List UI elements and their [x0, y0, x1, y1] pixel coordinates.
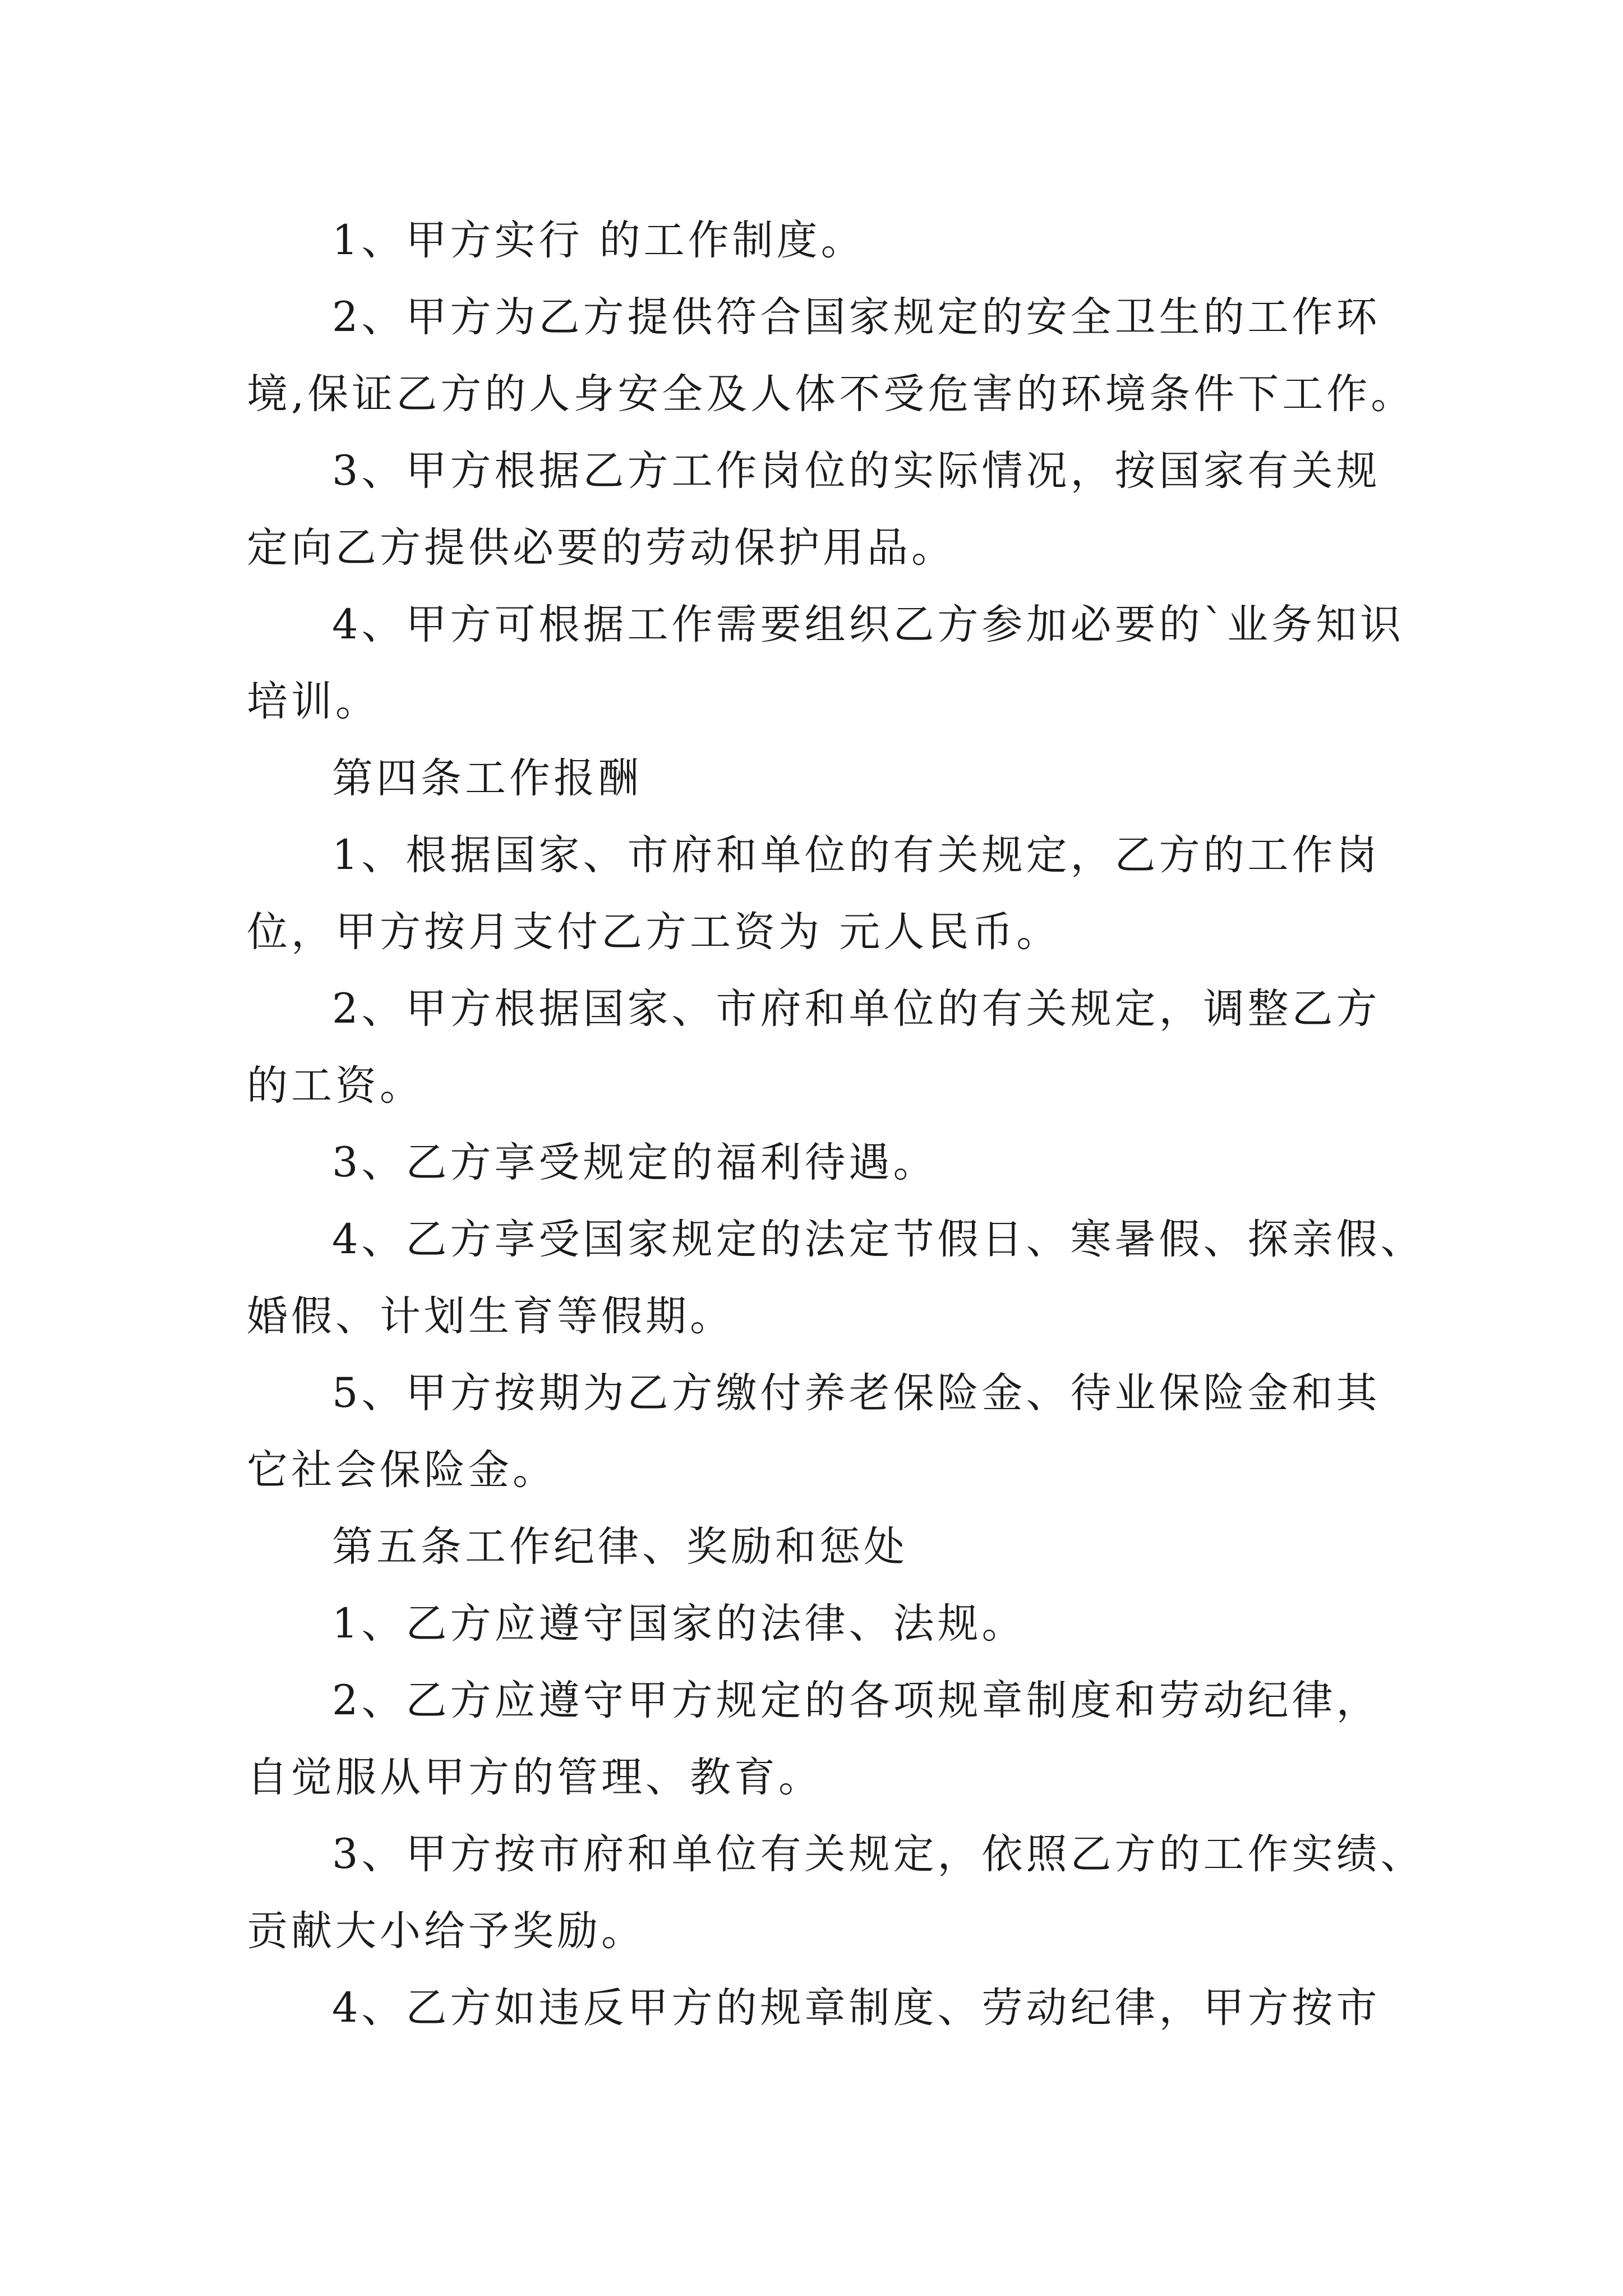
clause-4-5-line-2: 它社会保险金。	[247, 1446, 557, 1494]
clause-4-1-line-2: 位，甲方按月支付乙方工资为 元人民币。	[247, 908, 1061, 956]
clause-3-2-line-1: 2、甲方为乙方提供符合国家规定的安全卫生的工作环	[332, 293, 1381, 341]
clause-4-5-line-1: 5、甲方按期为乙方缴付养老保险金、待业保险金和其	[332, 1369, 1381, 1417]
clause-4-2-line-1: 2、甲方根据国家、市府和单位的有关规定，调整乙方	[332, 985, 1381, 1033]
clause-5-1-line: 1、乙方应遵守国家的法律、法规。	[332, 1600, 1026, 1648]
document-body	[247, 202, 1436, 2046]
clause-3-2-line-2: 境,保证乙方的人身安全及人体不受危害的环境条件下工作。	[247, 370, 1415, 418]
article-4-heading: 第四条工作报酬	[332, 754, 642, 802]
clause-4-1-line-1: 1、根据国家、市府和单位的有关规定，乙方的工作岗	[332, 831, 1381, 879]
clause-5-3-line-1: 3、甲方按市府和单位有关规定，依照乙方的工作实绩、	[332, 1830, 1425, 1878]
clause-4-4-line-2: 婚假、计划生育等假期。	[247, 1292, 734, 1340]
clause-3-1-line: 1、甲方实行 的工作制度。	[332, 217, 865, 264]
clause-3-4-line-2: 培训。	[247, 678, 380, 725]
clause-3-3-line-1: 3、甲方根据乙方工作岗位的实际情况，按国家有关规	[332, 447, 1381, 495]
clause-4-2-line-2: 的工资。	[247, 1062, 424, 1110]
clause-3-3-line-2: 定向乙方提供必要的劳动保护用品。	[247, 524, 956, 572]
clause-3-4-line-1: 4、甲方可根据工作需要组织乙方参加必要的`业务知识	[332, 601, 1404, 648]
clause-4-3-line: 3、乙方享受规定的福利待遇。	[332, 1139, 938, 1186]
clause-4-4-line-1: 4、乙方享受国家规定的法定节假日、寒暑假、探亲假、	[332, 1216, 1425, 1263]
article-5-heading: 第五条工作纪律、奖励和惩处	[332, 1523, 908, 1571]
clause-5-4-line-1: 4、乙方如违反甲方的规章制度、劳动纪律，甲方按市	[332, 1984, 1381, 2032]
clause-5-2-line-1: 2、乙方应遵守甲方规定的各项规章制度和劳动纪律，	[332, 1677, 1381, 1724]
clause-5-3-line-2: 贡献大小给予奖励。	[247, 1907, 645, 1955]
clause-5-2-line-2: 自觉服从甲方的管理、教育。	[247, 1754, 823, 1801]
